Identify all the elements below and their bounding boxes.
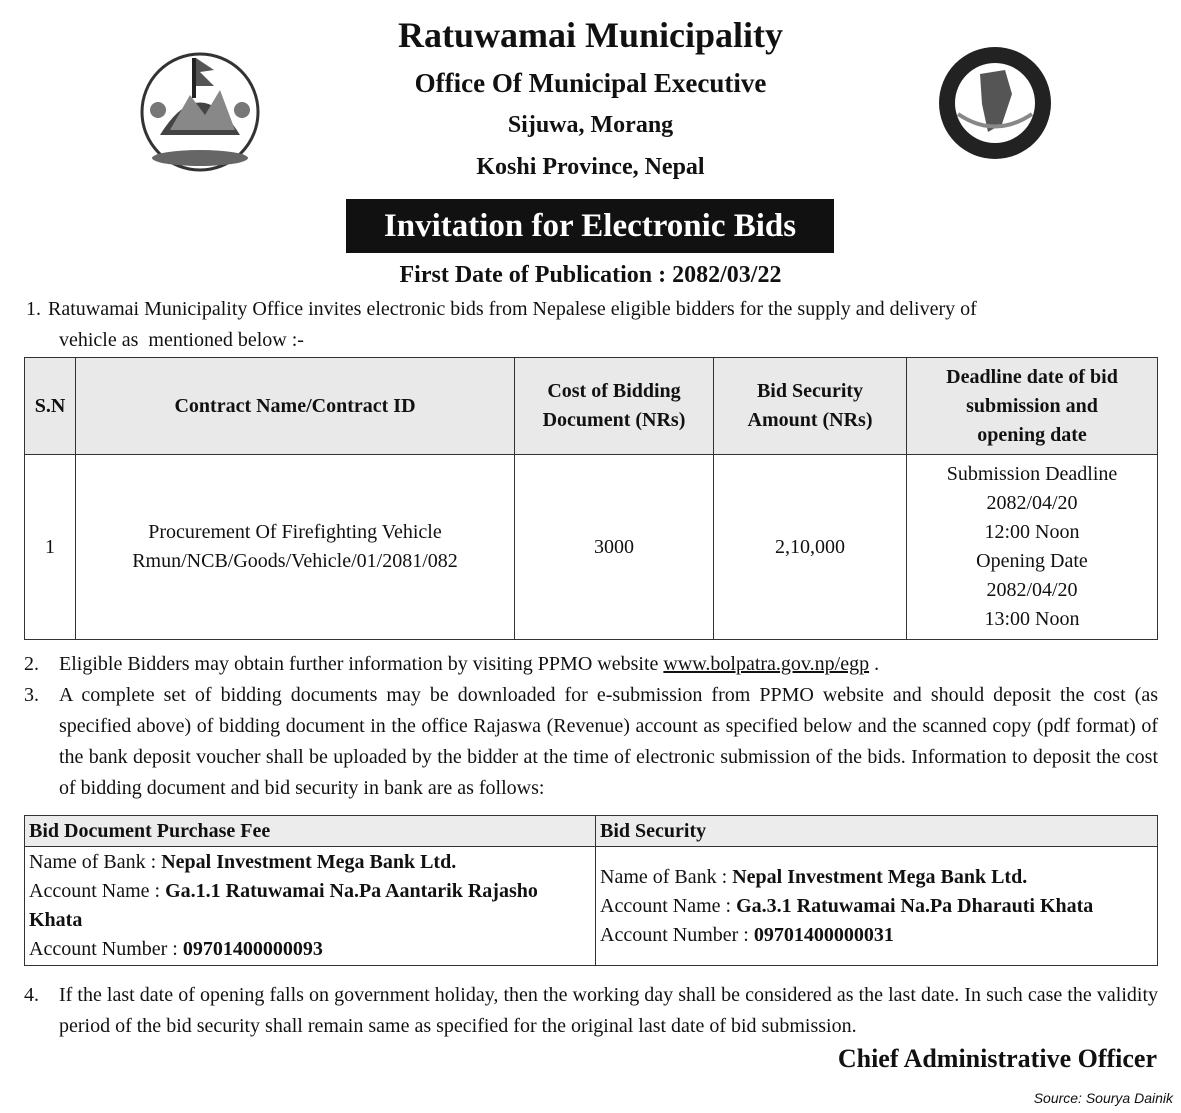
municipality-seal-icon [930,44,1060,162]
header-cost-line1: Cost of Bidding [547,380,681,402]
header-security [714,358,907,455]
header-cost-line2: Document (NRs) [542,409,686,431]
clause-4-number: 4. [24,984,39,1006]
contract-id: Rmun/NCB/Goods/Vehicle/01/2081/082 [132,550,458,572]
security-number-value: 09701400000031 [753,923,894,946]
publication-date: First Date of Publication : 2082/03/22 [399,262,782,288]
security-bank-label: Name of Bank : [600,865,733,888]
security-account-value: Ga.3.1 Ratuwamai Na.Pa Dharauti Khata [736,894,1094,917]
clause-1-line2: vehicle as mentioned below :- [59,329,304,351]
fee-number [29,935,591,964]
security-header: Bid Security [596,816,1158,847]
ppmo-link[interactable]: www.bolpatra.gov.np/egp [663,653,870,675]
fee-header: Bid Document Purchase Fee [25,816,596,847]
clause-2-number: 2. [24,653,39,675]
clause-1-number: 1. [26,298,41,320]
bid-table [24,357,1158,640]
notice-banner: Invitation for Electronic Bids [346,199,834,253]
row-deadline [907,455,1158,640]
row-contract [76,455,515,640]
clause-4-text: If the last date of opening falls on government holiday, then the working day shall be considered as the last date. In such case the validity period of the bid security shall remain same as specified for the original last date of bid submission. [59,984,1158,1037]
header-deadline-line2: submission and [966,394,1098,417]
header-deadline-line1: Deadline date of bid [946,365,1118,388]
table-row [25,455,1158,640]
fee-bank-label: Name of Bank : [29,851,162,873]
security-number-label: Account Number : [600,923,754,946]
security-details [596,847,1158,966]
clause-2-end: . [869,653,880,675]
bank-table [24,815,1158,966]
clause-1-line1: Ratuwamai Municipality Office invites electronic bids from Nepalese eligible bidders for the supply and delivery of [48,298,977,320]
opening-date: 2082/04/20 [986,579,1078,601]
header-security-line2: Amount (NRs) [747,409,873,431]
municipality-title: Ratuwamai Municipality [397,15,783,55]
clause-2-text [59,649,1159,680]
fee-number-value: 09701400000093 [182,938,323,960]
security-account [600,892,1153,921]
bid-table-header [25,358,1158,455]
header-security-line1: Bid Security [756,380,864,402]
header-contract: Contract Name/Contract ID [76,358,515,455]
fee-bank [29,848,591,877]
header-deadline-line3: opening date [977,423,1087,446]
office-province: Koshi Province, Nepal [476,154,705,180]
fee-account-value: Ga.1.1 Ratuwamai Na.Pa Aantarik Rajasho Khata [29,880,538,931]
opening-label: Opening Date [976,550,1088,572]
header-deadline [907,358,1158,455]
row-security: 2,10,000 [714,455,907,640]
deadline-label: Submission Deadline [946,463,1118,485]
bank-table-header [25,816,1158,847]
header-sn: S.N [25,358,76,455]
fee-account-label: Account Name : [29,880,166,902]
fee-number-label: Account Number : [29,938,183,960]
office-title: Office Of Municipal Executive [414,68,767,98]
row-sn: 1 [25,455,76,640]
opening-time: 13:00 Noon [984,608,1080,630]
security-account-label: Account Name : [600,894,737,917]
security-bank-value: Nepal Investment Mega Bank Ltd. [732,865,1028,888]
fee-account [29,877,591,935]
contract-name: Procurement Of Firefighting Vehicle [148,521,442,543]
clause-3-text: A complete set of bidding documents may be downloaded for e-submission from PPMO website and should deposit the cost (as specified above) of bidding document in the office Rajaswa (Revenue) account as specified below and the scanned copy (pdf format) of the bank deposit voucher shall be uploaded by the bidder at the time of electronic submission of the bids. Information to deposit the cost of bidding document and bid security in bank are as follows: [59,684,1158,799]
clause-3-number: 3. [24,684,39,706]
signature: Chief Administrative Officer [837,1044,1157,1073]
header-cost [515,358,714,455]
source-credit: Source: Sourya Dainik [1033,1090,1173,1106]
fee-bank-value: Nepal Investment Mega Bank Ltd. [161,851,457,873]
security-bank [600,863,1153,892]
security-number [600,921,1153,950]
deadline-time: 12:00 Noon [984,521,1080,543]
table-row [25,847,1158,966]
fee-details [25,847,596,966]
deadline-date: 2082/04/20 [986,492,1078,514]
office-location: Sijuwa, Morang [507,112,674,138]
row-cost: 3000 [515,455,714,640]
clause-2-body: Eligible Bidders may obtain further information by visiting PPMO website [59,653,659,675]
